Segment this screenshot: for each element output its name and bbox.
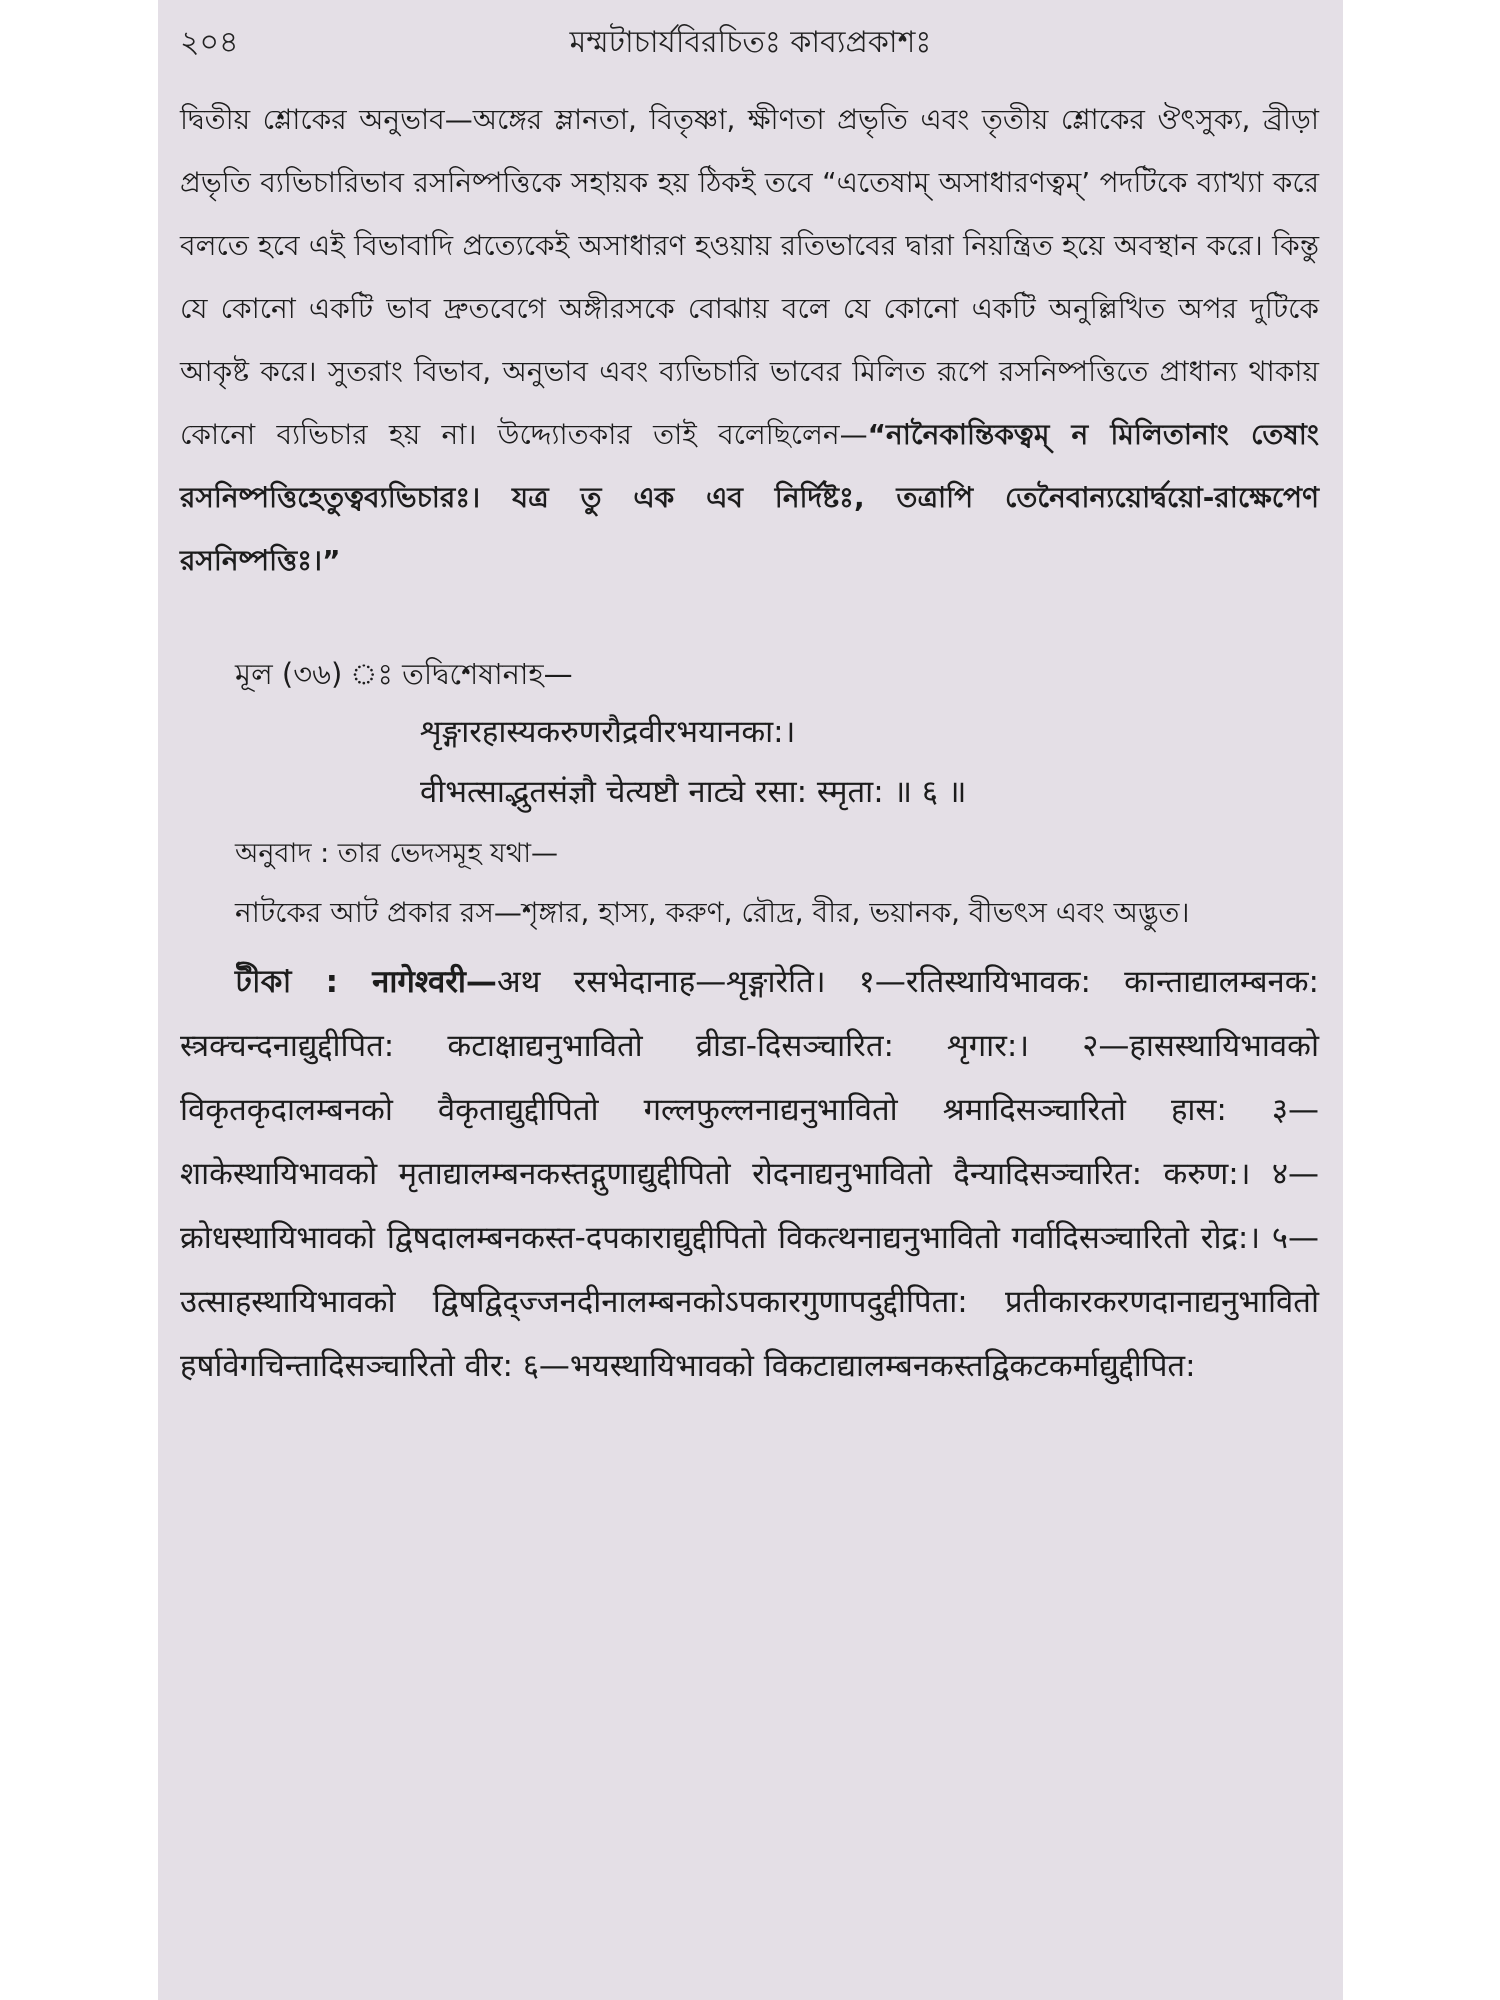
running-title: মম্মটাচার্যবিরচিতঃ কাব্যপ্রকাশঃ	[569, 25, 932, 60]
anuvad-heading: অনুবাদ : তার ভেদসমূহ যথা—	[235, 838, 559, 869]
page-number: ২০৪	[180, 25, 239, 60]
page-content	[180, 88, 1319, 1429]
anuvad-text: নাটকের আট প্রকার রস—শৃঙ্গার, হাস্য, করুণ, রৌদ্র, বীর, ভয়ানক, বীভৎস এবং অদ্ভুত।	[235, 896, 1190, 929]
page-header	[180, 14, 1321, 60]
book-page	[158, 0, 1343, 2000]
verse-line-2: वीभत्साद्भुतसंज्ञौ चेत्यष्टौ नाट्ये रसा: स्मृता: ॥ ६ ॥	[420, 774, 967, 810]
mula-heading: মূল (৩৬) ঃ তদ্বিশেষানাহ—	[235, 657, 573, 691]
tika-label: টীকা : नागेश्वरी—	[235, 964, 497, 1000]
udyotakara-quote: “নানৈকান্তিকত্বম্ ন মিলিতানাং তেষাং রসনিষ্পত্তিহেতুত্বব্যভিচারঃ। যত্র তু এক এব নির্দিষ্টঃ, তত্রাপি তেনৈবান্যয়োর্দ্বয়ো-রাক্ষেপেণ রসনিষ্পত্তিঃ।”	[180, 418, 1319, 577]
tika-text: अथ रसभेदानाह—शृङ्गारेति। १—रतिस्थायिभावक: कान्ताद्यालम्बनक: स्त्रक्चन्दनाद्युद्दीपित: कटाक्षाद्यनुभावितो व्रीडा-दिसञ्चारित: शृगार:। २—हासस्थायिभावको विकृतकृदालम्बनको वैकृताद्युद्दीपितो गल्लफुल्लनाद्यनुभावितो श्रमादिसञ्चारितो हास: ३—शाकेस्थायिभावको मृताद्यालम्बनकस्तद्गुणाद्युद्दीपितो रोदनाद्यनुभावितो दैन्यादिसञ्चारित: करुण:। ४—क्रोधस्थायिभावको द्विषदालम्बनकस्त-दपकाराद्युद्दीपितो विकत्थनाद्यनुभावितो गर्वादिसञ्चारितो रोद्र:। ५—उत्साहस्थायिभावको द्विषद्विद्ज्जनदीनालम्बनकोऽपकारगुणापदुद्दीपिता: प्रतीकारकरणदानाद्यनुभावितो हर्षावेगचिन्तादिसञ्चारितो वीर: ६—भयस्थायिभावको विकटाद्यालम्बनकस्तद्विकटकर्माद्युद्दीपित:	[180, 964, 1319, 1384]
verse-line-1: शृङ्गारहास्यकरुणरौद्रवीरभयानका:।	[420, 714, 796, 750]
tika-paragraph	[180, 950, 1319, 1398]
commentary-paragraph	[180, 88, 1319, 592]
commentary-text: দ্বিতীয় শ্লোকের অনুভাব—অঙ্গের ম্লানতা, বিতৃষ্ণা, ক্ষীণতা প্রভৃতি এবং তৃতীয় শ্লোকের ঔৎসুক্য, ব্রীড়া প্রভৃতি ব্যভিচারিভাব রসনিষ্পত্তিকে সহায়ক হয় ঠিকই তবে “এতেষাম্ অসাধারণত্বম্’ পদটিকে ব্যাখ্যা করে বলতে হবে এই বিভাবাদি প্রত্যেকেই অসাধারণ হওয়ায় রতিভাবের দ্বারা নিয়ন্ত্রিত হয়ে অবস্থান করে। কিন্তু যে কোনো একটি ভাব দ্রুতবেগে অঙ্গীরসকে বোঝায় বলে যে কোনো একটি অনুল্লিখিত অপর দুটিকে আকৃষ্ট করে। সুতরাং বিভাব, অনুভাব এবং ব্যভিচারি ভাবের মিলিত রূপে রসনিষ্পত্তিতে প্রাধান্য থাকায় কোনো ব্যভিচার হয় না। উদ্দ্যোতকার তাই বলেছিলেন—	[180, 103, 1319, 451]
